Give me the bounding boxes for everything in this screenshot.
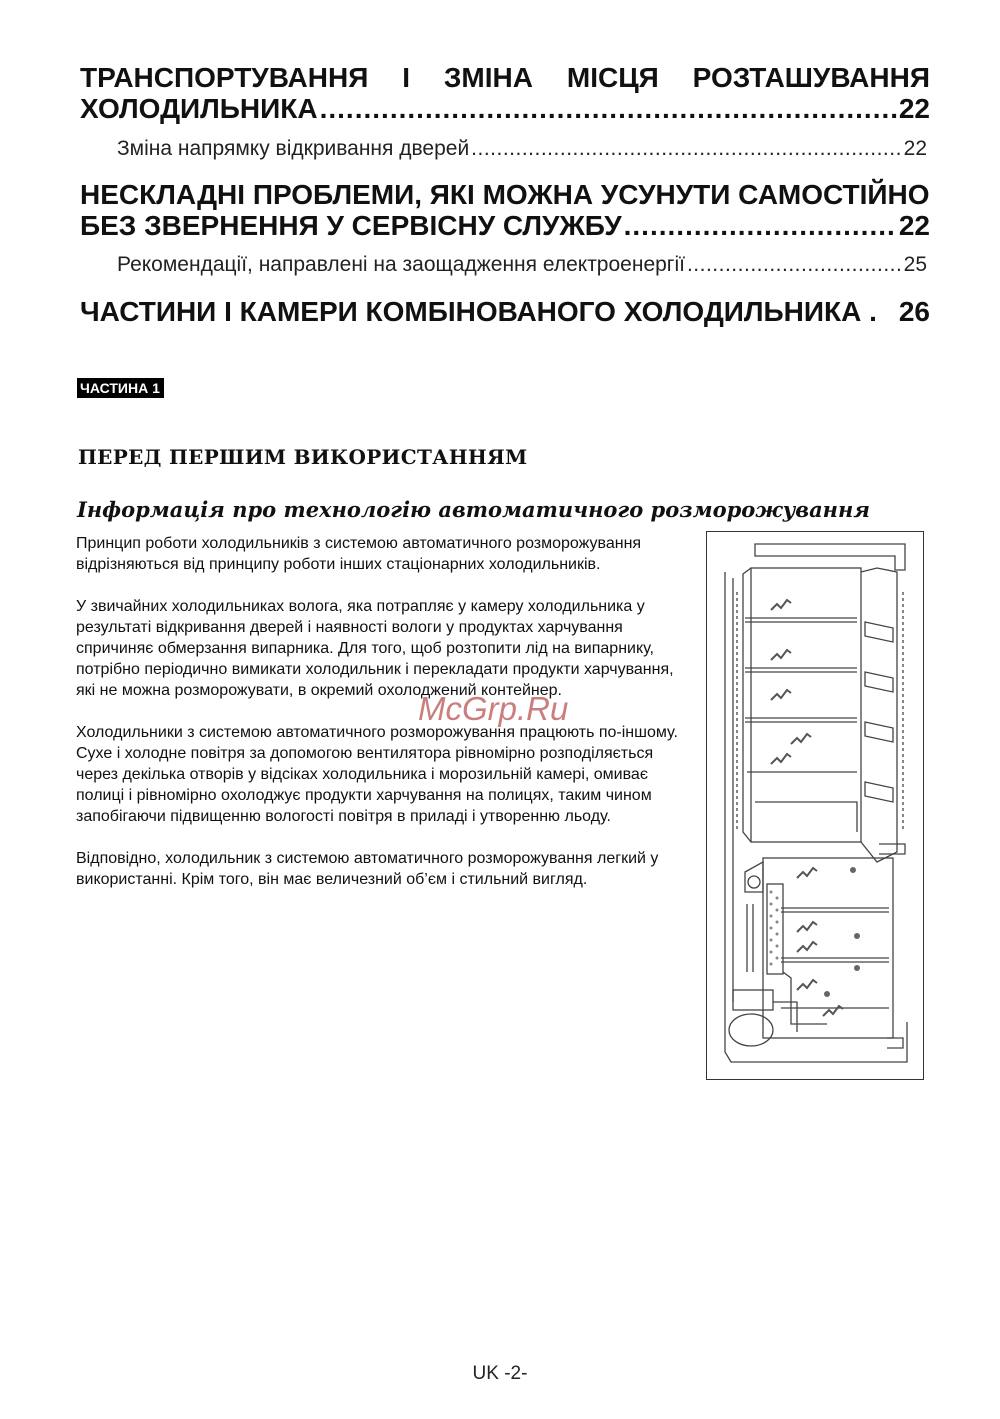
- toc-entry-line: [80, 62, 930, 93]
- toc-entry-text: НЕСКЛАДНІ ПРОБЛЕМИ, ЯКІ МОЖНА УСУНУТИ САМОСТІЙНО: [80, 179, 930, 210]
- page-footer: UK -2-: [472, 1363, 528, 1384]
- toc-page-number: 25: [903, 253, 927, 276]
- toc-page-number: 22: [898, 210, 930, 241]
- toc-page-number: 22: [903, 137, 927, 160]
- paragraph: У звичайних холодильниках волога, яка потрапляє у камеру холодильника у результаті відкривання дверей і наявності вологи у продуктах харчування спричиняє обмерзання випарника. Для того, щоб розтопити лід на випарнику, потрібно періодично вимикати холодильник і перекладати продукти харчування, які не можна розморожувати, в окремий охолоджений контейнер.: [76, 598, 674, 699]
- toc-entry-line: [117, 137, 927, 161]
- toc-subentry-energy[interactable]: [117, 253, 927, 277]
- toc-entry-text: ЧАСТИНИ І КАМЕРИ КОМБІНОВАНОГО ХОЛОДИЛЬНИКА .: [80, 296, 877, 327]
- fridge-diagram: [706, 531, 924, 1080]
- toc-entry-transport[interactable]: [80, 62, 930, 124]
- part-badge: ЧАСТИНА 1: [77, 378, 164, 398]
- toc-entry-text: Зміна напрямку відкривання дверей: [117, 137, 470, 160]
- toc-entry-troubleshooting[interactable]: [80, 179, 930, 241]
- toc-entry-line: [117, 253, 927, 277]
- toc-word: ТРАНСПОРТУВАННЯ: [80, 62, 369, 93]
- toc-entry-text: Рекомендації, направлені на заощадження електроенергії: [117, 253, 685, 276]
- toc-entry-parts[interactable]: [80, 296, 930, 327]
- toc-word: МІСЦЯ: [566, 62, 659, 93]
- toc-entry-line: [80, 210, 930, 241]
- toc-word: РОЗТАШУВАННЯ: [692, 62, 930, 93]
- toc-subentry-door[interactable]: [117, 137, 927, 161]
- toc-page-number: 26: [898, 296, 930, 327]
- paragraph: Відповідно, холодильник з системою автоматичного розморожування легкий у використанні. Крім того, він має величезний об’єм і стильний вигляд.: [76, 850, 659, 888]
- toc-entry-text: БЕЗ ЗВЕРНЕННЯ У СЕРВІСНУ СЛУЖБУ: [80, 210, 622, 241]
- body-text: [76, 533, 696, 911]
- toc-page-number: 22: [898, 93, 930, 124]
- paragraph: Принцип роботи холодильників з системою автоматичного розморожування відрізняються від принципу роботи інших стаціонарних холодильників.: [76, 535, 642, 573]
- toc-leader-dots: [687, 253, 902, 277]
- toc-entry-line: [80, 179, 930, 210]
- toc-entry-line: [80, 296, 930, 327]
- toc-leader-dots: [471, 137, 901, 161]
- toc-word: ЗМІНА: [443, 62, 533, 93]
- toc-word: І: [402, 62, 410, 93]
- paragraph: Холодильники з системою автоматичного розморожування працюють по-іншому. Сухе і холодне повітря за допомогою вентилятора рівномірно розподіляється через декілька отворів у відсіках холодильника і морозильній камері, омиває полиці і рівномірно охолоджує продукти харчування на полицях, таким чином запобігаючи підвищенню вологості повітря в приладі і утворенню льоду.: [76, 724, 678, 825]
- toc-leader-dots: [624, 210, 897, 241]
- toc-leader-dots: [320, 93, 897, 124]
- toc-entry-line: [80, 93, 930, 124]
- section-title: ПЕРЕД ПЕРШИМ ВИКОРИСТАННЯМ: [78, 445, 528, 469]
- toc-entry-text: ХОЛОДИЛЬНИКА: [80, 93, 318, 124]
- subsection-title: Інформація про технологію автоматичного розморожування: [77, 497, 871, 522]
- watermark: McGrp.Ru: [418, 690, 569, 727]
- fridge-diagram-drawing: [707, 532, 923, 1079]
